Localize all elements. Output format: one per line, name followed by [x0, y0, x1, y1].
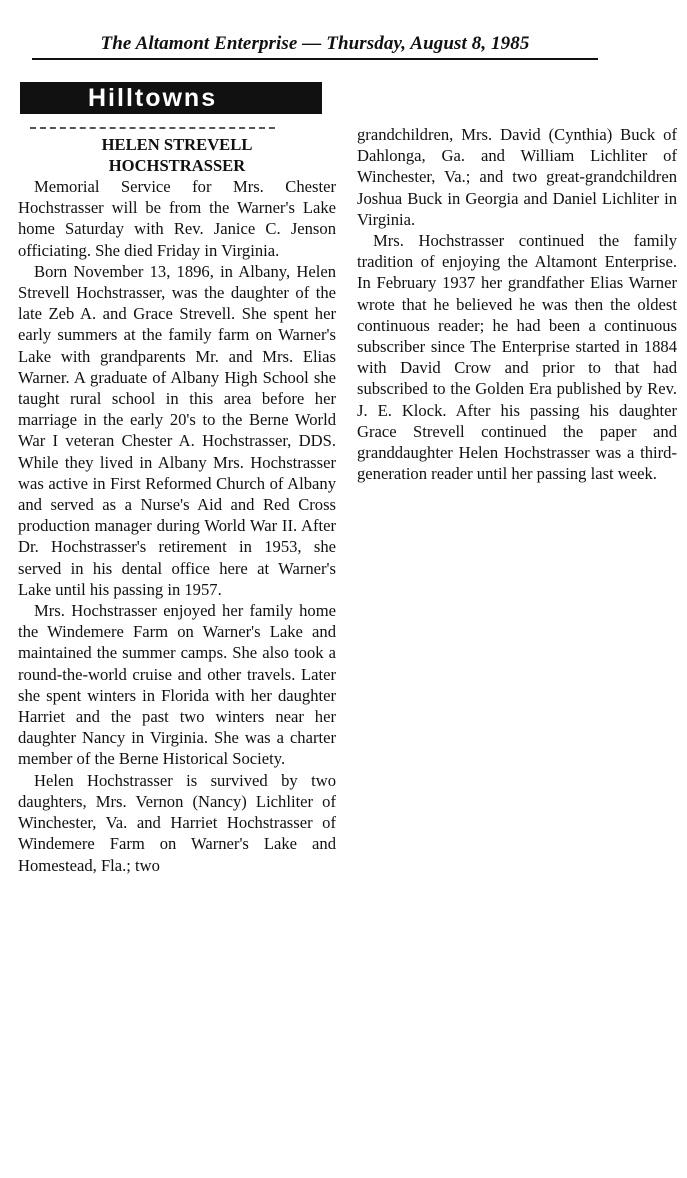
paragraph-survivors-continued: grandchildren, Mrs. David (Cynthia) Buck of Dahlonga, Ga. and William Lichliter of Winchester, Va.; and two great-grandchildren Joshua Buck in Georgia and Daniel Lichliter in Virginia.	[357, 125, 677, 229]
section-banner: Hilltowns	[20, 82, 322, 114]
headline-line-1: HELEN STREVELL	[101, 135, 253, 154]
paragraph-memorial-service: Memorial Service for Mrs. Chester Hochstrasser will be from the Warner's Lake home Saturday with Rev. Janice C. Jenson officiating. She died Friday in Virginia.	[18, 177, 336, 260]
masthead: The Altamont Enterprise — Thursday, August 8, 1985	[100, 33, 530, 54]
paragraph-survivors: Helen Hochstrasser is survived by two daughters, Mrs. Vernon (Nancy) Lichliter of Winchester, Va. and Harriet Hochstrasser of Windemere Farm on Warner's Lake and Homestead, Fla.; two	[18, 770, 336, 875]
headline-line-2: HOCHSTRASSER	[108, 156, 246, 175]
masthead-rule	[32, 58, 598, 60]
paragraph-biography: Born November 13, 1896, in Albany, Helen Strevell Hochstrasser, was the daughter of the late Zeb A. and Grace Strevell. She spent her early summers at the family farm on Warner's Lake with grandparents Mr. and Mrs. Elias Warner. A graduate of Albany High School she taught rural school in this area before her marriage in the early 20's to the Berne World War I veteran Chester A. Hochstrasser, DDS. While they lived in Albany Mrs. Hochstrasser was active in First Reformed Church of Albany and served as a Nurse's Aid and Red Cross production manager during World War II. After Dr. Hochstrasser's retirement in 1953, she served in his dental office here at Warner's Lake until his passing in 1957.	[18, 261, 336, 599]
paragraph-family-home: Mrs. Hochstrasser enjoyed her family home the Windemere Farm on Warner's Lake and maintained the summer camps. She also took a round-the-world cruise and other travels. Later she spent winters in Florida with her daughter Harriet and the past two winters near her daughter Nancy in Virginia. She was a charter member of the Berne Historical Society.	[18, 601, 336, 769]
article-column-left	[18, 134, 336, 876]
article-column-right	[357, 124, 677, 484]
scan-artifact-line	[30, 127, 275, 129]
paragraph-enterprise-tradition: Mrs. Hochstrasser continued the family tradition of enjoying the Altamont Enterprise. In February 1937 her grandfather Elias Warner wrote that he believed he was then the oldest continuous reader; he had been a continuous subscriber since The Enterprise started in 1884 with David Crow and prior to that had subscribed to the Golden Era published by Rev. J. E. Klock. After his passing his daughter Grace Strevell continued the paper and granddaughter Helen Hochstrasser was a third-generation reader until her passing last week.	[357, 231, 677, 484]
